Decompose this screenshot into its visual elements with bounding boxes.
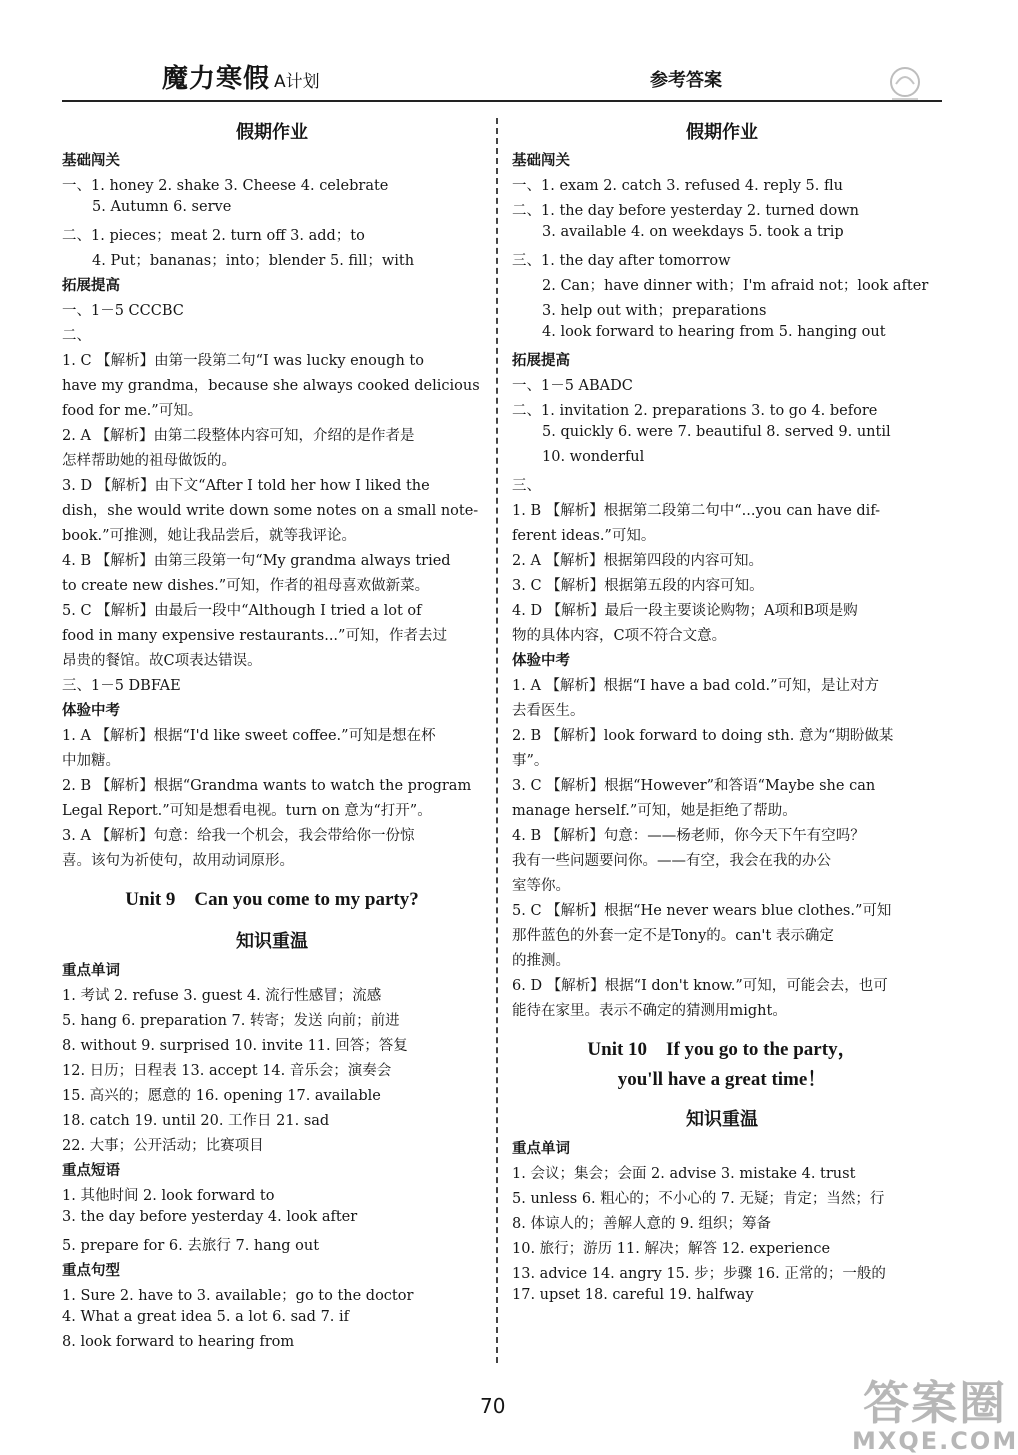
- answer-line: 1. Sure 2. have to 3. available；go to the doctor: [62, 1288, 414, 1304]
- subsection-heading: 拓展提高: [512, 353, 570, 369]
- watermark: [852, 1378, 1018, 1454]
- answer-line: food for me.”可知。: [62, 403, 203, 419]
- answer-line: 喜。该句为祈使句，故用动词原形。: [62, 853, 294, 869]
- answer-line: 15. 高兴的；愿意的 16. opening 17. available: [62, 1088, 381, 1104]
- answer-line: 一、1. exam 2. catch 3. refused 4. reply 5. flu: [512, 178, 844, 194]
- brand-title: 魔力寒假: [162, 64, 271, 94]
- answer-line: 3. the day before yesterday 4. look after: [62, 1209, 358, 1225]
- answer-line: 13. advice 14. angry 15. 步；步骤 16. 正常的；一般的: [512, 1266, 886, 1282]
- answer-line: 2. A 【解析】由第二段整体内容可知，介绍的是作者是: [62, 428, 415, 444]
- answer-line: 10. 旅行；游历 11. 解决；解答 12. experience: [512, 1241, 831, 1257]
- answer-line: 三、1. the day after tomorrow: [512, 253, 731, 269]
- answer-line: 1. B 【解析】根据第二段第二句中“...you can have dif-: [512, 503, 881, 519]
- section-heading: 知识重温: [686, 1109, 758, 1130]
- answer-line: book.”可推测，她让我品尝后，就等我评论。: [62, 528, 357, 544]
- answer-line: 4. look forward to hearing from 5. hanging out: [542, 324, 886, 340]
- answer-line: 17. upset 18. careful 19. halfway: [512, 1287, 754, 1303]
- answer-line: 18. catch 19. until 20. 工作日 21. sad: [62, 1113, 330, 1129]
- answer-line: 3. available 4. on weekdays 5. took a trip: [542, 224, 844, 240]
- answer-line: 2. B 【解析】look forward to doing sth. 意为“期盼做某: [512, 728, 894, 744]
- subsection-heading: 体验中考: [512, 653, 570, 669]
- answer-line: 我有一些问题要问你。——有空，我会在我的办公: [512, 853, 831, 869]
- subsection-heading: 拓展提高: [62, 278, 120, 294]
- answer-line: 3. D 【解析】由下文“After I told her how I liked the: [62, 478, 430, 494]
- answer-line: 三、1－5 DBFAE: [62, 678, 181, 694]
- answer-line: 昂贵的餐馆。故C项表达错误。: [62, 653, 262, 669]
- section-heading: 假期作业: [236, 122, 308, 143]
- unit-title-continued: you'll have a great time！: [617, 1069, 827, 1090]
- subsection-heading: 重点句型: [62, 1263, 120, 1279]
- subsection-heading: 基础闯关: [512, 153, 570, 169]
- answer-line: 3. C 【解析】根据第五段的内容可知。: [512, 578, 764, 594]
- page-number: 70: [480, 1394, 506, 1418]
- subsection-heading: 重点单词: [62, 963, 120, 979]
- answer-line: 3. A 【解析】句意：给我一个机会，我会带给你一份惊: [62, 828, 415, 844]
- answer-line: dish，she would write down some notes on a small note-: [62, 503, 479, 519]
- answer-line: 1. C 【解析】由第一段第二句“I was lucky enough to: [62, 353, 424, 369]
- answer-line: food in many expensive restaurants...”可知，作者去过: [62, 628, 447, 644]
- answer-line: 5. prepare for 6. 去旅行 7. hang out: [62, 1238, 320, 1254]
- answer-line: 22. 大事；公开活动；比赛项目: [62, 1138, 264, 1154]
- brand-subtitle: A计划: [274, 72, 320, 92]
- answer-line: 3. C 【解析】根据“However”和答语“Maybe she can: [512, 778, 876, 794]
- answer-line: 5. Autumn 6. serve: [92, 199, 232, 215]
- answer-line: 二、: [62, 328, 91, 344]
- subsection-heading: 体验中考: [62, 703, 120, 719]
- answer-line: 室等你。: [512, 878, 570, 894]
- answer-line: ferent ideas.”可知。: [512, 528, 656, 544]
- header-brand: [162, 58, 320, 95]
- answer-line: 物的具体内容，C项不符合文意。: [512, 628, 727, 644]
- answer-line: to create new dishes.”可知，作者的祖母喜欢做新菜。: [62, 578, 430, 594]
- section-heading: 知识重温: [236, 931, 308, 952]
- answer-line: 5. C 【解析】由最后一段中“Although I tried a lot of: [62, 603, 422, 619]
- answer-line: 二、1. invitation 2. preparations 3. to go 4. before: [512, 403, 878, 419]
- answer-line: 12. 日历；日程表 13. accept 14. 音乐会；演奏会: [62, 1063, 392, 1079]
- answer-line: 二、1. pieces；meat 2. turn off 3. add；to: [62, 228, 365, 244]
- subsection-heading: 基础闯关: [62, 153, 120, 169]
- answer-line: 2. Can；have dinner with；I'm afraid not；look after: [542, 278, 929, 294]
- answer-line: 一、1－5 ABADC: [512, 378, 633, 394]
- answer-line: Legal Report.”可知是想看电视。turn on 意为“打开”。: [62, 803, 432, 819]
- answer-line: 8. without 9. surprised 10. invite 11. 回答；答复: [62, 1038, 408, 1054]
- unit-title: Unit 10 If you go to the party，: [587, 1039, 857, 1060]
- answer-line: 2. B 【解析】根据“Grandma wants to watch the program: [62, 778, 472, 794]
- answer-line: 4. D 【解析】最后一段主要谈论购物；A项和B项是购: [512, 603, 858, 619]
- answer-line: have my grandma，because she always cooked delicious: [62, 378, 480, 394]
- answer-line: 5. C 【解析】根据“He never wears blue clothes.”可知: [512, 903, 892, 919]
- answer-line: 5. quickly 6. were 7. beautiful 8. served 9. until: [542, 424, 891, 440]
- answer-line: 3. help out with；preparations: [542, 303, 767, 319]
- answer-line: 10. wonderful: [542, 449, 645, 465]
- answer-line: 1. A 【解析】根据“I'd like sweet coffee.”可知是想在杯: [62, 728, 436, 744]
- answer-line: 5. hang 6. preparation 7. 转寄；发送 向前；前进: [62, 1013, 400, 1029]
- answer-line: 中加糖。: [62, 753, 120, 769]
- answer-line: 4. What a great idea 5. a lot 6. sad 7. if: [62, 1309, 350, 1325]
- answer-line: 6. D 【解析】根据“I don't know.”可知，可能会去，也可: [512, 978, 888, 994]
- watermark-logo-text: 答案圈: [863, 1376, 1008, 1430]
- header-rule: [62, 100, 942, 102]
- subsection-heading: 重点短语: [62, 1163, 120, 1179]
- answer-line: 8. look forward to hearing from: [62, 1334, 295, 1350]
- answer-line: manage herself.”可知，她是拒绝了帮助。: [512, 803, 797, 819]
- answer-line: 1. 考试 2. refuse 3. guest 4. 流行性感冒；流感: [62, 988, 382, 1004]
- answer-line: 一、1. honey 2. shake 3. Cheese 4. celebrate: [62, 178, 389, 194]
- answer-line: 4. B 【解析】句意：——杨老师，你今天下午有空吗？: [512, 828, 865, 844]
- answer-line: 一、1－5 CCCBC: [62, 303, 184, 319]
- answer-line: 能待在家里。表示不确定的猜测用might。: [512, 1003, 787, 1019]
- answer-line: 4. Put；bananas；into；blender 5. fill；with: [92, 253, 415, 269]
- answer-line: 事”。: [512, 753, 549, 769]
- unit-title: Unit 9 Can you come to my party?: [125, 889, 419, 910]
- answer-line: 的推测。: [512, 953, 570, 969]
- subsection-heading: 重点单词: [512, 1141, 570, 1157]
- column-divider: [496, 118, 498, 1363]
- answer-line: 2. A 【解析】根据第四段的内容可知。: [512, 553, 764, 569]
- answer-line: 5. unless 6. 粗心的；不小心的 7. 无疑；肯定；当然；行: [512, 1191, 885, 1207]
- answer-line: 1. 其他时间 2. look forward to: [62, 1188, 275, 1204]
- answer-line: 去看医生。: [512, 703, 585, 719]
- answers-title: 参考答案: [650, 70, 722, 91]
- answer-line: 1. 会议；集会；会面 2. advise 3. mistake 4. trust: [512, 1166, 856, 1182]
- answer-line: 8. 体谅人的；善解人意的 9. 组织；筹备: [512, 1216, 771, 1232]
- answer-line: 怎样帮助她的祖母做饭的。: [62, 453, 236, 469]
- answer-line: 三、: [512, 478, 541, 494]
- answer-line: 二、1. the day before yesterday 2. turned down: [512, 203, 860, 219]
- answer-line: 那件蓝色的外套一定不是Tony的。can't 表示确定: [512, 928, 834, 944]
- section-heading: 假期作业: [686, 122, 758, 143]
- watermark-site: MXQE.COM: [852, 1427, 1018, 1455]
- answer-line: 1. A 【解析】根据“I have a bad cold.”可知，是让对方: [512, 678, 880, 694]
- answer-line: 4. B 【解析】由第三段第一句“My grandma always tried: [62, 553, 451, 569]
